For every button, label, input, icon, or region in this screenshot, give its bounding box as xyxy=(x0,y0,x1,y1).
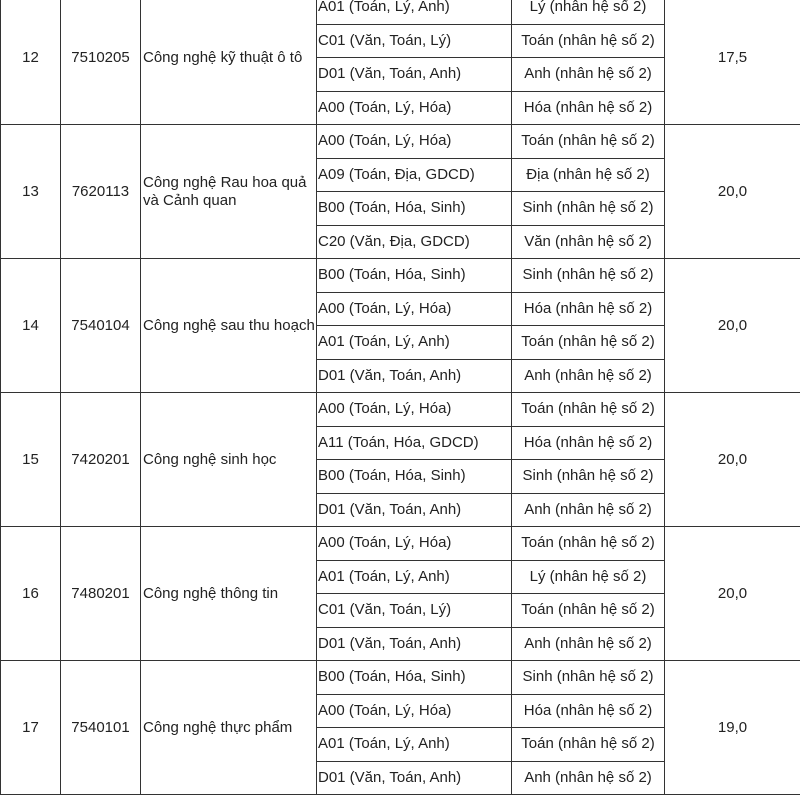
major-name: Công nghệ sau thu hoạch xyxy=(141,259,317,393)
major-code: 7510205 xyxy=(61,0,141,125)
weighted-subject: Anh (nhân hệ số 2) xyxy=(512,58,665,92)
benchmark-score: 20,0 xyxy=(665,527,800,661)
subject-combination: D01 (Văn, Toán, Anh) xyxy=(317,761,512,795)
major-name: Công nghệ thông tin xyxy=(141,527,317,661)
major-name: Công nghệ kỹ thuật ô tô xyxy=(141,0,317,125)
table-row xyxy=(1,0,800,24)
subject-combination: A00 (Toán, Lý, Hóa) xyxy=(317,292,512,326)
weighted-subject: Hóa (nhân hệ số 2) xyxy=(512,91,665,125)
major-code: 7620113 xyxy=(61,125,141,259)
weighted-subject: Toán (nhân hệ số 2) xyxy=(512,125,665,159)
row-number: 16 xyxy=(1,527,61,661)
subject-combination: D01 (Văn, Toán, Anh) xyxy=(317,58,512,92)
benchmark-score: 19,0 xyxy=(665,661,800,795)
subject-combination: B00 (Toán, Hóa, Sinh) xyxy=(317,460,512,494)
weighted-subject: Hóa (nhân hệ số 2) xyxy=(512,426,665,460)
major-code: 7540104 xyxy=(61,259,141,393)
weighted-subject: Anh (nhân hệ số 2) xyxy=(512,627,665,661)
subject-combination: A01 (Toán, Lý, Anh) xyxy=(317,728,512,762)
major-code: 7480201 xyxy=(61,527,141,661)
table-row xyxy=(1,661,800,695)
subject-combination: A09 (Toán, Địa, GDCD) xyxy=(317,158,512,192)
subject-combination: A01 (Toán, Lý, Anh) xyxy=(317,0,512,24)
weighted-subject: Sinh (nhân hệ số 2) xyxy=(512,460,665,494)
table-row xyxy=(1,527,800,561)
weighted-subject: Địa (nhân hệ số 2) xyxy=(512,158,665,192)
subject-combination: A01 (Toán, Lý, Anh) xyxy=(317,560,512,594)
subject-combination: A00 (Toán, Lý, Hóa) xyxy=(317,125,512,159)
row-number: 13 xyxy=(1,125,61,259)
major-name: Công nghệ thực phẩm xyxy=(141,661,317,795)
subject-combination: C01 (Văn, Toán, Lý) xyxy=(317,594,512,628)
subject-combination: A00 (Toán, Lý, Hóa) xyxy=(317,91,512,125)
subject-combination: B00 (Toán, Hóa, Sinh) xyxy=(317,259,512,293)
table-row xyxy=(1,125,800,159)
weighted-subject: Toán (nhân hệ số 2) xyxy=(512,24,665,58)
table-body xyxy=(1,0,800,795)
benchmark-score: 20,0 xyxy=(665,393,800,527)
subject-combination: D01 (Văn, Toán, Anh) xyxy=(317,627,512,661)
weighted-subject: Anh (nhân hệ số 2) xyxy=(512,359,665,393)
major-name: Công nghệ Rau hoa quả và Cảnh quan xyxy=(141,125,317,259)
subject-combination: A00 (Toán, Lý, Hóa) xyxy=(317,393,512,427)
weighted-subject: Toán (nhân hệ số 2) xyxy=(512,393,665,427)
subject-combination: D01 (Văn, Toán, Anh) xyxy=(317,359,512,393)
weighted-subject: Hóa (nhân hệ số 2) xyxy=(512,292,665,326)
subject-combination: A01 (Toán, Lý, Anh) xyxy=(317,326,512,360)
weighted-subject: Anh (nhân hệ số 2) xyxy=(512,493,665,527)
major-code: 7420201 xyxy=(61,393,141,527)
weighted-subject: Toán (nhân hệ số 2) xyxy=(512,326,665,360)
weighted-subject: Văn (nhân hệ số 2) xyxy=(512,225,665,259)
benchmark-score: 20,0 xyxy=(665,125,800,259)
weighted-subject: Lý (nhân hệ số 2) xyxy=(512,560,665,594)
table-row xyxy=(1,393,800,427)
weighted-subject: Sinh (nhân hệ số 2) xyxy=(512,259,665,293)
row-number: 14 xyxy=(1,259,61,393)
subject-combination: C01 (Văn, Toán, Lý) xyxy=(317,24,512,58)
weighted-subject: Toán (nhân hệ số 2) xyxy=(512,728,665,762)
row-number: 17 xyxy=(1,661,61,795)
subject-combination: B00 (Toán, Hóa, Sinh) xyxy=(317,192,512,226)
table-row xyxy=(1,259,800,293)
subject-combination: A00 (Toán, Lý, Hóa) xyxy=(317,694,512,728)
subject-combination: A00 (Toán, Lý, Hóa) xyxy=(317,527,512,561)
subject-combination: C20 (Văn, Địa, GDCD) xyxy=(317,225,512,259)
major-name: Công nghệ sinh học xyxy=(141,393,317,527)
subject-combination: B00 (Toán, Hóa, Sinh) xyxy=(317,661,512,695)
benchmark-score: 20,0 xyxy=(665,259,800,393)
subject-combination: A11 (Toán, Hóa, GDCD) xyxy=(317,426,512,460)
weighted-subject: Sinh (nhân hệ số 2) xyxy=(512,661,665,695)
weighted-subject: Toán (nhân hệ số 2) xyxy=(512,594,665,628)
weighted-subject: Anh (nhân hệ số 2) xyxy=(512,761,665,795)
weighted-subject: Lý (nhân hệ số 2) xyxy=(512,0,665,24)
row-number: 12 xyxy=(1,0,61,125)
row-number: 15 xyxy=(1,393,61,527)
benchmark-score: 17,5 xyxy=(665,0,800,125)
weighted-subject: Sinh (nhân hệ số 2) xyxy=(512,192,665,226)
weighted-subject: Toán (nhân hệ số 2) xyxy=(512,527,665,561)
subject-combination: D01 (Văn, Toán, Anh) xyxy=(317,493,512,527)
weighted-subject: Hóa (nhân hệ số 2) xyxy=(512,694,665,728)
major-code: 7540101 xyxy=(61,661,141,795)
